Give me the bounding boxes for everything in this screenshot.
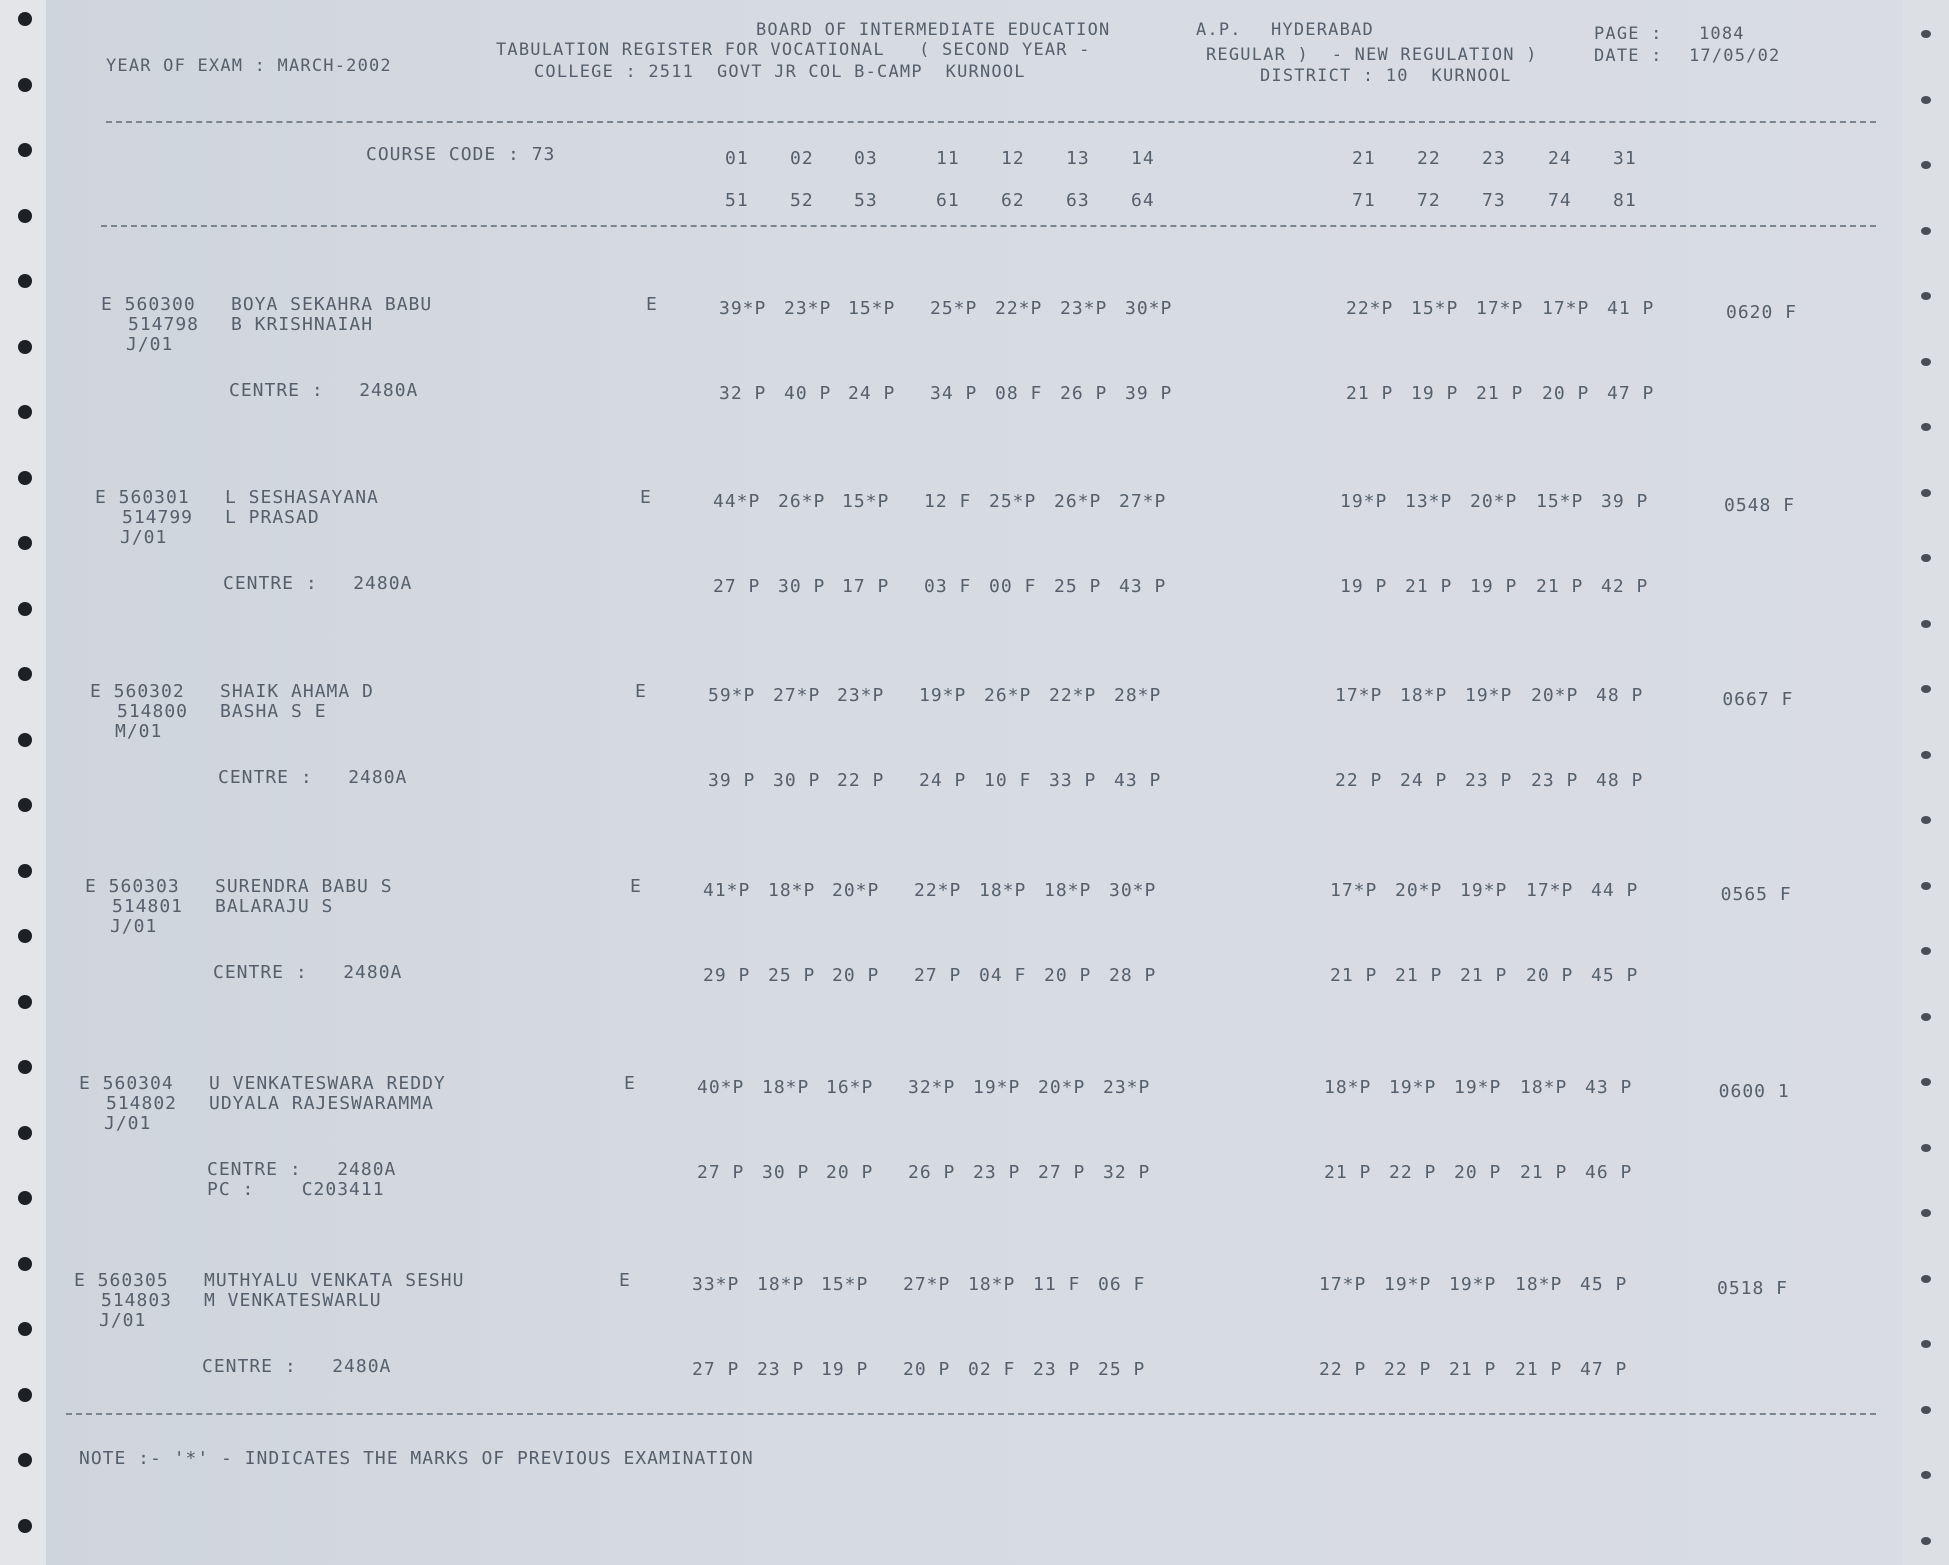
year-of-exam: YEAR OF EXAM : MARCH-2002 (106, 56, 392, 76)
perforation-hole (1921, 685, 1931, 693)
perforation-hole (1921, 1537, 1931, 1545)
father-name: B KRISHNAIAH (231, 314, 374, 335)
mark-row2: 21 P (1536, 576, 1584, 597)
student-name: MUTHYALU VENKATA SESHU (204, 1270, 465, 1291)
perforation-hole (18, 1519, 32, 1533)
mark-row1: 15*P (1411, 298, 1459, 319)
mark-row1: 27*P (773, 685, 821, 706)
mark-row2: 25 P (1098, 1359, 1146, 1380)
mark-row2: 21 P (1515, 1359, 1563, 1380)
mark-row2: 24 P (919, 770, 967, 791)
perforation-hole (18, 536, 32, 550)
group-code: J/01 (120, 527, 168, 548)
mark-row1: 15*P (848, 298, 896, 319)
column-code-top: 24 (1548, 148, 1572, 169)
mark-row1: 18*P (1400, 685, 1448, 706)
mark-row1: 17*P (1319, 1274, 1367, 1295)
page-number: 1084 (1699, 24, 1745, 44)
mark-row2: 28 P (1109, 965, 1157, 986)
total-result: 0565 F (1720, 884, 1792, 905)
group-code: M/01 (115, 721, 163, 742)
perforation-hole (1921, 751, 1931, 759)
mark-row1: 18*P (762, 1077, 810, 1098)
student-id: 514799 (122, 507, 194, 528)
mark-row1: 40*P (697, 1077, 745, 1098)
student-id: 514798 (128, 314, 200, 335)
student-name: U VENKATESWARA REDDY (209, 1073, 446, 1094)
column-code-bottom: 73 (1482, 190, 1506, 211)
mark-row1: 06 F (1098, 1274, 1146, 1295)
mark-row2: 27 P (692, 1359, 740, 1380)
footnote: NOTE :- '*' - INDICATES THE MARKS OF PREVIOUS EXAMINATION (79, 1448, 754, 1469)
mark-row1: 43 P (1585, 1077, 1633, 1098)
column-code-bottom: 81 (1613, 190, 1637, 211)
column-code-bottom: 64 (1131, 190, 1155, 211)
group-code: J/01 (99, 1310, 147, 1331)
mark-row1: 59*P (708, 685, 756, 706)
mark-row2: 39 P (1125, 383, 1173, 404)
roll-number: E 560302 (90, 681, 185, 702)
perforation-hole (18, 602, 32, 616)
mark-row2: 20 P (903, 1359, 951, 1380)
mark-row1: 25*P (989, 491, 1037, 512)
perforation-hole (18, 733, 32, 747)
column-code-bottom: 61 (936, 190, 960, 211)
column-code-top: 31 (1613, 148, 1637, 169)
mark-row2: 29 P (703, 965, 751, 986)
district: DISTRICT : 10 KURNOOL (1260, 66, 1512, 86)
total-result: 0600 1 (1718, 1081, 1790, 1102)
mark-row1: 41 P (1607, 298, 1655, 319)
mark-row2: 32 P (1103, 1162, 1151, 1183)
mark-row1: 33*P (692, 1274, 740, 1295)
student-id: 514801 (112, 896, 184, 917)
date-label: DATE : (1594, 46, 1663, 66)
mark-row1: 22*P (1346, 298, 1394, 319)
mark-row1: 18*P (1520, 1077, 1568, 1098)
mark-row1: 39*P (719, 298, 767, 319)
mark-row2: 24 P (1400, 770, 1448, 791)
mark-row1: 20*P (1038, 1077, 1086, 1098)
perforation-hole (18, 340, 32, 354)
column-code-top: 23 (1482, 148, 1506, 169)
total-result: 0620 F (1726, 302, 1798, 323)
mark-row2: 20 P (1454, 1162, 1502, 1183)
mark-row2: 47 P (1607, 383, 1655, 404)
mark-row2: 17 P (842, 576, 890, 597)
group-code: J/01 (110, 916, 158, 937)
perforation-hole (1921, 1406, 1931, 1414)
mark-row1: 18*P (1044, 880, 1092, 901)
perforation-hole (18, 1060, 32, 1074)
paper-area (46, 0, 1903, 1565)
mark-row2: 03 F (924, 576, 972, 597)
pc-number: PC : C203411 (207, 1179, 385, 1200)
mark-row2: 21 P (1395, 965, 1443, 986)
mark-row1: 19*P (1384, 1274, 1432, 1295)
mark-row2: 19 P (1411, 383, 1459, 404)
perforation-hole (1921, 96, 1931, 104)
mark-row2: 42 P (1601, 576, 1649, 597)
mark-row2: 30 P (773, 770, 821, 791)
mark-row1: 23*P (1103, 1077, 1151, 1098)
mark-row2: 27 P (697, 1162, 745, 1183)
mark-row1: 15*P (842, 491, 890, 512)
roll-number: E 560300 (101, 294, 196, 315)
column-code-bottom: 72 (1417, 190, 1441, 211)
total-result: 0667 F (1722, 689, 1794, 710)
perforation-hole (1921, 423, 1931, 431)
mark-row1: 32*P (908, 1077, 956, 1098)
medium: E (640, 487, 652, 508)
mark-row1: 19*P (973, 1077, 1021, 1098)
perforation-hole (1921, 1144, 1931, 1152)
mark-row2: 26 P (908, 1162, 956, 1183)
mark-row2: 20 P (1526, 965, 1574, 986)
mark-row2: 23 P (1531, 770, 1579, 791)
perforation-hole (1921, 554, 1931, 562)
header-rule-bottom (101, 225, 1876, 227)
mark-row1: 18*P (1515, 1274, 1563, 1295)
perforation-hole (18, 209, 32, 223)
mark-row1: 11 F (1033, 1274, 1081, 1295)
perforation-hole (18, 1191, 32, 1205)
perforation-hole (18, 864, 32, 878)
perforation-hole (1921, 620, 1931, 628)
mark-row2: 20 P (826, 1162, 874, 1183)
mark-row1: 26*P (984, 685, 1032, 706)
mark-row1: 45 P (1580, 1274, 1628, 1295)
centre: CENTRE : 2480A (218, 767, 408, 788)
mark-row2: 23 P (1033, 1359, 1081, 1380)
mark-row2: 04 F (979, 965, 1027, 986)
perforation-hole (1921, 489, 1931, 497)
student-id: 514803 (101, 1290, 173, 1311)
perforation-hole (1921, 30, 1931, 38)
father-name: BALARAJU S (215, 896, 334, 917)
medium: E (630, 876, 642, 897)
mark-row2: 22 P (1335, 770, 1383, 791)
perforation-hole (1921, 1471, 1931, 1479)
student-name: SHAIK AHAMA D (220, 681, 374, 702)
mark-row1: 28*P (1114, 685, 1162, 706)
father-name: M VENKATESWARLU (204, 1290, 382, 1311)
mark-row1: 13*P (1405, 491, 1453, 512)
perforation-hole (18, 1453, 32, 1467)
perforation-hole (18, 1126, 32, 1140)
mark-row1: 19*P (1340, 491, 1388, 512)
centre: CENTRE : 2480A (207, 1159, 397, 1180)
register-title: TABULATION REGISTER FOR VOCATIONAL ( SECOND YEAR - (496, 40, 1091, 60)
mark-row1: 19*P (1465, 685, 1513, 706)
centre: CENTRE : 2480A (202, 1356, 392, 1377)
column-code-bottom: 62 (1001, 190, 1025, 211)
centre: CENTRE : 2480A (223, 573, 413, 594)
roll-number: E 560301 (95, 487, 190, 508)
mark-row2: 27 P (713, 576, 761, 597)
total-result: 0518 F (1717, 1278, 1789, 1299)
mark-row1: 18*P (757, 1274, 805, 1295)
medium: E (619, 1270, 631, 1291)
mark-row1: 17*P (1330, 880, 1378, 901)
column-code-bottom: 74 (1548, 190, 1572, 211)
mark-row2: 19 P (821, 1359, 869, 1380)
mark-row1: 15*P (1536, 491, 1584, 512)
perforation-hole (18, 1388, 32, 1402)
mark-row1: 41*P (703, 880, 751, 901)
mark-row2: 22 P (1384, 1359, 1432, 1380)
mark-row1: 26*P (1054, 491, 1102, 512)
mark-row2: 48 P (1596, 770, 1644, 791)
header-rule-top (106, 121, 1876, 123)
mark-row2: 20 P (1542, 383, 1590, 404)
mark-row1: 18*P (979, 880, 1027, 901)
perforation-hole (1921, 1275, 1931, 1283)
roll-number: E 560303 (85, 876, 180, 897)
father-name: L PRASAD (225, 507, 320, 528)
regulation: REGULAR ) - NEW REGULATION ) (1206, 45, 1538, 65)
mark-row1: 12 F (924, 491, 972, 512)
perforation-hole (18, 667, 32, 681)
mark-row2: 21 P (1476, 383, 1524, 404)
column-code-bottom: 71 (1352, 190, 1376, 211)
mark-row1: 20*P (1470, 491, 1518, 512)
medium: E (624, 1073, 636, 1094)
mark-row1: 44 P (1591, 880, 1639, 901)
mark-row1: 19*P (1449, 1274, 1497, 1295)
perforation-hole (1921, 227, 1931, 235)
right-perforation-strip (1903, 0, 1949, 1565)
mark-row1: 26*P (778, 491, 826, 512)
mark-row1: 20*P (1531, 685, 1579, 706)
mark-row1: 23*P (837, 685, 885, 706)
column-code-top: 02 (790, 148, 814, 169)
mark-row1: 15*P (821, 1274, 869, 1295)
mark-row2: 08 F (995, 383, 1043, 404)
mark-row2: 43 P (1114, 770, 1162, 791)
mark-row1: 17*P (1526, 880, 1574, 901)
mark-row1: 30*P (1125, 298, 1173, 319)
mark-row1: 19*P (919, 685, 967, 706)
mark-row1: 18*P (1324, 1077, 1372, 1098)
mark-row1: 19*P (1460, 880, 1508, 901)
mark-row2: 21 P (1346, 383, 1394, 404)
mark-row1: 17*P (1335, 685, 1383, 706)
mark-row1: 20*P (832, 880, 880, 901)
mark-row2: 21 P (1449, 1359, 1497, 1380)
mark-row2: 21 P (1520, 1162, 1568, 1183)
perforation-hole (18, 405, 32, 419)
mark-row1: 16*P (826, 1077, 874, 1098)
mark-row2: 47 P (1580, 1359, 1628, 1380)
mark-row1: 22*P (914, 880, 962, 901)
mark-row1: 27*P (903, 1274, 951, 1295)
father-name: UDYALA RAJESWARAMMA (209, 1093, 434, 1114)
mark-row2: 00 F (989, 576, 1037, 597)
mark-row2: 23 P (1465, 770, 1513, 791)
mark-row2: 20 P (832, 965, 880, 986)
mark-row1: 18*P (768, 880, 816, 901)
column-code-top: 22 (1417, 148, 1441, 169)
mark-row2: 22 P (1389, 1162, 1437, 1183)
board-city: HYDERABAD (1271, 20, 1374, 40)
mark-row2: 25 P (1054, 576, 1102, 597)
mark-row2: 27 P (1038, 1162, 1086, 1183)
student-name: SURENDRA BABU S (215, 876, 393, 897)
perforation-hole (18, 1322, 32, 1336)
mark-row2: 22 P (837, 770, 885, 791)
perforation-hole (1921, 1209, 1931, 1217)
perforation-hole (1921, 1013, 1931, 1021)
board-name: BOARD OF INTERMEDIATE EDUCATION (756, 20, 1111, 40)
mark-row1: 25*P (930, 298, 978, 319)
mark-row2: 33 P (1049, 770, 1097, 791)
mark-row2: 23 P (973, 1162, 1021, 1183)
mark-row2: 25 P (768, 965, 816, 986)
mark-row1: 17*P (1476, 298, 1524, 319)
column-code-top: 14 (1131, 148, 1155, 169)
mark-row2: 32 P (719, 383, 767, 404)
college: COLLEGE : 2511 GOVT JR COL B-CAMP KURNOOL (534, 62, 1026, 82)
column-code-bottom: 53 (854, 190, 878, 211)
mark-row2: 45 P (1591, 965, 1639, 986)
perforation-hole (18, 78, 32, 92)
perforation-hole (1921, 1078, 1931, 1086)
mark-row1: 39 P (1601, 491, 1649, 512)
column-code-top: 21 (1352, 148, 1376, 169)
father-name: BASHA S E (220, 701, 327, 722)
column-code-top: 03 (854, 148, 878, 169)
column-code-bottom: 52 (790, 190, 814, 211)
column-code-top: 12 (1001, 148, 1025, 169)
mark-row2: 23 P (757, 1359, 805, 1380)
mark-row2: 46 P (1585, 1162, 1633, 1183)
medium: E (646, 294, 658, 315)
perforation-hole (18, 995, 32, 1009)
perforation-hole (1921, 816, 1931, 824)
footer-rule (66, 1413, 1876, 1415)
mark-row2: 20 P (1044, 965, 1092, 986)
medium: E (635, 681, 647, 702)
mark-row1: 48 P (1596, 685, 1644, 706)
mark-row2: 21 P (1405, 576, 1453, 597)
mark-row2: 30 P (762, 1162, 810, 1183)
perforation-hole (18, 274, 32, 288)
centre: CENTRE : 2480A (229, 380, 419, 401)
mark-row1: 20*P (1395, 880, 1443, 901)
page-label: PAGE : (1594, 24, 1663, 44)
roll-number: E 560304 (79, 1073, 174, 1094)
perforation-hole (1921, 1340, 1931, 1348)
mark-row2: 39 P (708, 770, 756, 791)
left-perforation-strip (0, 0, 46, 1565)
perforation-hole (18, 1257, 32, 1271)
mark-row2: 19 P (1340, 576, 1388, 597)
mark-row1: 30*P (1109, 880, 1157, 901)
mark-row1: 19*P (1454, 1077, 1502, 1098)
mark-row1: 19*P (1389, 1077, 1437, 1098)
perforation-hole (1921, 358, 1931, 366)
mark-row1: 22*P (995, 298, 1043, 319)
mark-row2: 27 P (914, 965, 962, 986)
mark-row2: 19 P (1470, 576, 1518, 597)
perforation-hole (1921, 161, 1931, 169)
mark-row2: 22 P (1319, 1359, 1367, 1380)
centre: CENTRE : 2480A (213, 962, 403, 983)
perforation-hole (18, 798, 32, 812)
student-name: L SESHASAYANA (225, 487, 379, 508)
mark-row2: 21 P (1460, 965, 1508, 986)
column-code-top: 01 (725, 148, 749, 169)
mark-row1: 22*P (1049, 685, 1097, 706)
roll-number: E 560305 (74, 1270, 169, 1291)
perforation-hole (18, 471, 32, 485)
perforation-hole (18, 929, 32, 943)
mark-row1: 27*P (1119, 491, 1167, 512)
mark-row1: 44*P (713, 491, 761, 512)
date: 17/05/02 (1689, 46, 1781, 66)
course-code: COURSE CODE : 73 (366, 144, 556, 165)
mark-row2: 10 F (984, 770, 1032, 791)
student-id: 514800 (117, 701, 189, 722)
board-state: A.P. (1196, 20, 1242, 40)
group-code: J/01 (104, 1113, 152, 1134)
mark-row2: 26 P (1060, 383, 1108, 404)
mark-row1: 18*P (968, 1274, 1016, 1295)
mark-row2: 24 P (848, 383, 896, 404)
mark-row2: 21 P (1324, 1162, 1372, 1183)
perforation-hole (1921, 292, 1931, 300)
perforation-hole (1921, 882, 1931, 890)
mark-row1: 23*P (784, 298, 832, 319)
column-code-top: 11 (936, 148, 960, 169)
student-id: 514802 (106, 1093, 178, 1114)
mark-row1: 17*P (1542, 298, 1590, 319)
mark-row2: 40 P (784, 383, 832, 404)
perforation-hole (18, 12, 32, 26)
mark-row2: 30 P (778, 576, 826, 597)
mark-row1: 23*P (1060, 298, 1108, 319)
perforation-hole (1921, 947, 1931, 955)
column-code-top: 13 (1066, 148, 1090, 169)
mark-row2: 21 P (1330, 965, 1378, 986)
group-code: J/01 (126, 334, 174, 355)
total-result: 0548 F (1724, 495, 1796, 516)
mark-row2: 02 F (968, 1359, 1016, 1380)
student-name: BOYA SEKAHRA BABU (231, 294, 433, 315)
mark-row2: 34 P (930, 383, 978, 404)
column-code-bottom: 51 (725, 190, 749, 211)
mark-row2: 43 P (1119, 576, 1167, 597)
column-code-bottom: 63 (1066, 190, 1090, 211)
perforation-hole (18, 143, 32, 157)
